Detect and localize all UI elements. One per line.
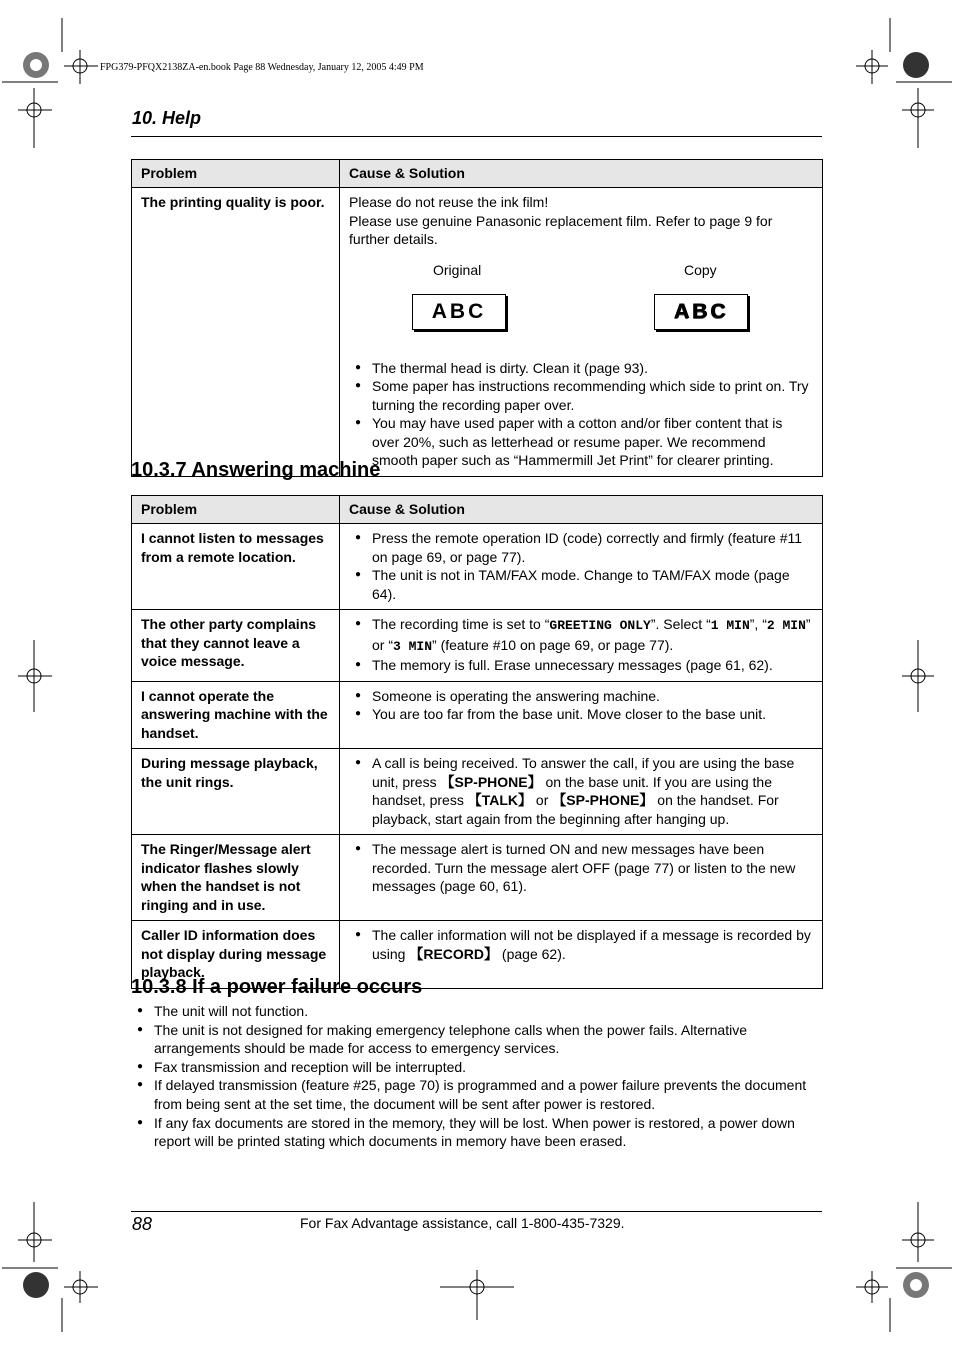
solution-text: Please use genuine Panasonic replacement film. Refer to page 9 for further details. — [349, 212, 773, 247]
list-item: ● The message alert is turned ON and new messages have been recorded. Turn the message alert OFF (page 77) or listen to the new messages (page 60, 61). — [349, 840, 813, 896]
copy-label: Copy — [684, 261, 717, 278]
solution-cell — [340, 681, 823, 749]
footer-assistance: For Fax Advantage assistance, call 1-800-435-7329. — [300, 1215, 625, 1231]
list-item: ● The unit is not designed for making emergency telephone calls when the power fails. Alternative arrangements should be made for access to emergency services. — [131, 1021, 823, 1058]
list-item: ● You may have used paper with a cotton and/or fiber content that is over 20%, such as letterhead or resume paper. We recommend smooth paper such as “Hammermill Jet Print” for clearer printing. — [349, 414, 813, 470]
text-segment: on the base unit. If you are using the handset, press — [372, 773, 772, 808]
solution-list — [349, 359, 813, 470]
solution-cell — [340, 524, 823, 610]
answering-machine-table — [131, 495, 823, 989]
solution-text: Please do not reuse the ink film! — [349, 194, 549, 210]
problem-cell: The other party complains that they cannot leave a voice message. — [132, 610, 340, 682]
list-item: ● Press the remote operation ID (code) correctly and firmly (feature #11 on page 69, or page 77). — [349, 529, 813, 566]
text-segment: The caller information will not be displayed if a message is recorded by using — [372, 927, 811, 962]
table-row — [132, 524, 823, 610]
original-sample: ABC — [412, 294, 506, 330]
key-label: 【SP-PHONE】 — [440, 773, 542, 790]
table-row — [132, 188, 823, 477]
problem-cell: The Ringer/Message alert indicator flashes slowly when the handset is not ringing and in use. — [132, 835, 340, 921]
text-segment: The recording time is set to “ — [372, 616, 550, 632]
text-segment: ”. Select “ — [650, 616, 711, 632]
solution-cell — [340, 188, 823, 477]
display-text: GREETING ONLY — [549, 618, 651, 633]
chapter-heading: 10. Help — [132, 108, 202, 128]
problem-cell: I cannot listen to messages from a remote location. — [132, 524, 340, 610]
list-item: ● If any fax documents are stored in the memory, they will be lost. When power is restored, a power down report will be printed stating which documents in memory have been erased. — [131, 1114, 823, 1151]
text-segment: or — [532, 792, 553, 808]
text-segment: ” (feature #10 on page 69, or page 77). — [432, 636, 674, 653]
list-item: ● The memory is full. Erase unnecessary messages (page 61, 62). — [349, 656, 813, 675]
section-title-power: 10.3.8 If a power failure occurs — [131, 976, 423, 998]
list-item: ● Fax transmission and reception will be interrupted. — [131, 1058, 823, 1077]
display-text: 2 MIN — [766, 618, 806, 633]
list-item — [349, 754, 813, 828]
footer-rule — [131, 1211, 822, 1212]
display-text: 3 MIN — [393, 638, 433, 654]
problem-cell: The printing quality is poor. — [132, 188, 340, 477]
list-item: ● Someone is operating the answering machine. — [349, 687, 813, 706]
text-segment: ”, “ — [749, 616, 767, 632]
list-item: ● If delayed transmission (feature #25, page 70) is programmed and a power failure prevents the document from being sent at the set time, the document will be sent after power is restored. — [131, 1076, 823, 1113]
header-rule — [131, 136, 822, 137]
list-item: ● Some paper has instructions recommending which side to print on. Try turning the recording paper over. — [349, 377, 813, 414]
list-item: ● You are too far from the base unit. Move closer to the base unit. — [349, 705, 813, 724]
problem-cell: I cannot operate the answering machine with the handset. — [132, 681, 340, 749]
table-row — [132, 681, 823, 749]
text-segment: on the handset. For playback, start again from the beginning after hanging up. — [372, 792, 779, 827]
copy-sample: ABC — [654, 294, 748, 330]
book-info: FPG379-PFQX2138ZA-en.book Page 88 Wednesday, January 12, 2005 4:49 PM — [100, 62, 424, 73]
problem-cell: Caller ID information does not display during message playback. — [132, 921, 340, 989]
column-header-problem: Problem — [132, 496, 340, 524]
page-number: 88 — [132, 1214, 153, 1234]
list-item — [349, 926, 813, 963]
table-row — [132, 610, 823, 682]
original-label: Original — [433, 261, 482, 278]
solution-cell — [340, 610, 823, 682]
list-item: ● The unit will not function. — [131, 1002, 823, 1021]
text-segment: ” or “ — [372, 616, 811, 653]
solution-cell — [340, 749, 823, 835]
column-header-solution: Cause & Solution — [340, 496, 823, 524]
column-header-solution: Cause & Solution — [340, 160, 823, 188]
key-label: 【TALK】 — [467, 792, 533, 808]
print-quality-table — [131, 159, 823, 477]
table-row — [132, 749, 823, 835]
display-text: 1 MIN — [710, 618, 750, 633]
key-label: 【SP-PHONE】 — [552, 792, 654, 808]
text-segment: A call is being received. To answer the call, if you are using the base unit, press — [372, 755, 795, 790]
list-item — [349, 615, 813, 656]
power-failure-list — [131, 1002, 823, 1151]
table-row — [132, 835, 823, 921]
print-sample-figure — [349, 249, 813, 359]
section-title-answering: 10.3.7 Answering machine — [131, 459, 381, 481]
solution-cell — [340, 835, 823, 921]
list-item: ● The unit is not in TAM/FAX mode. Change to TAM/FAX mode (page 64). — [349, 566, 813, 603]
column-header-problem: Problem — [132, 160, 340, 188]
text-segment: (page 62). — [498, 945, 566, 962]
list-item: ● The thermal head is dirty. Clean it (page 93). — [349, 359, 813, 378]
key-label: 【RECORD】 — [409, 945, 499, 962]
problem-cell: During message playback, the unit rings. — [132, 749, 340, 835]
